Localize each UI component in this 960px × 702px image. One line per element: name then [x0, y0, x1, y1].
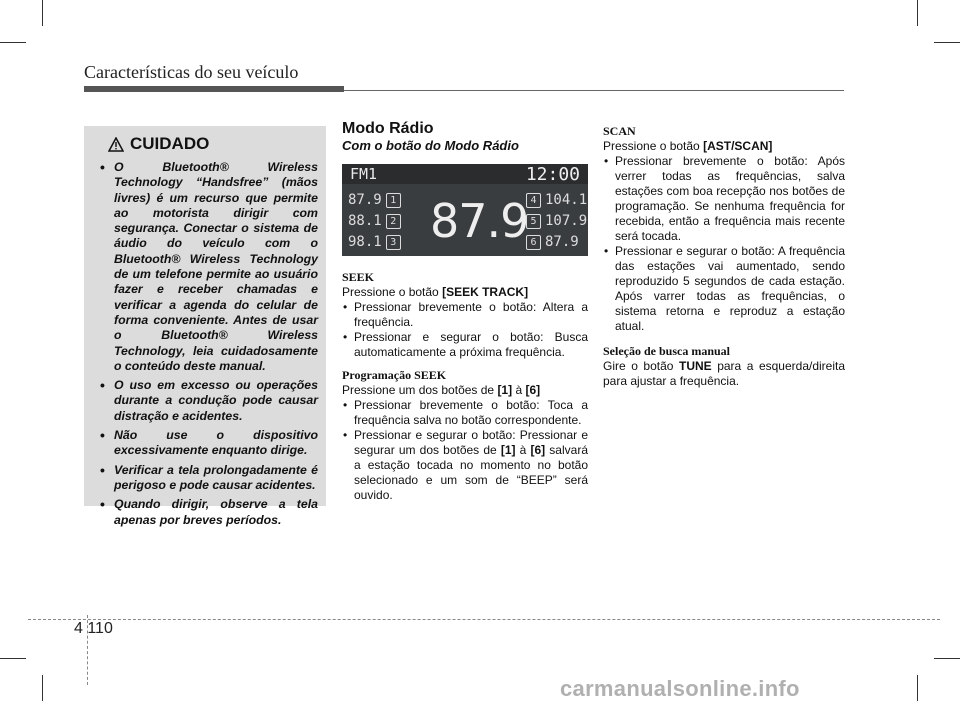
preset-number: 6: [526, 235, 541, 250]
caution-box: [84, 126, 326, 527]
manual-seek-text: [603, 359, 845, 389]
seek-intro-text: Pressione o botão: [342, 285, 443, 299]
crop-mark: [0, 42, 26, 43]
seek-item: • Pressionar e segurar o botão: Busca automaticamente a próxima frequência.: [342, 330, 588, 360]
manual-seek-text-a: Gire o botão: [603, 359, 679, 373]
right-column: [603, 124, 845, 389]
crop-mark: [917, 675, 918, 701]
crop-mark: [42, 0, 43, 26]
scan-item: • Pressionar brevemente o botão: Após verrer todas as frequências, salva estações com boa recepção nos botões de programação. Se nenhuma frequência for recebida, então a frequência mais recente será tocada.: [603, 154, 845, 244]
caution-list: [94, 160, 318, 528]
preset-item: [526, 192, 587, 208]
crop-mark: [0, 658, 26, 659]
preset-seek-heading: Programação SEEK: [342, 368, 447, 382]
seek-item: • Pressionar brevemente o botão: Altera a frequência.: [342, 300, 588, 330]
section-subtitle: Com o botão do Modo Rádio: [342, 138, 519, 153]
tune-button-label: TUNE: [678, 359, 712, 373]
preset-frequency: 104.1: [545, 192, 588, 208]
preset-number: 5: [526, 214, 541, 229]
caution-item: • Quando dirigir, observe a tela apenas por breves períodos.: [94, 497, 318, 528]
caution-header: [108, 134, 318, 154]
caution-item: • O uso em excesso ou operações durante a condução pode causar distração e acidentes.: [94, 378, 318, 424]
section-title: Modo Rádio: [342, 120, 434, 137]
scan-intro: [603, 139, 845, 154]
middle-column: [342, 120, 588, 503]
preset-item: [348, 213, 401, 229]
seek-list: [342, 300, 588, 360]
scan-heading: SCAN: [603, 124, 636, 138]
caution-item: • Verificar a tela prolongadamente é perigoso e pode causar acidentes.: [94, 463, 318, 494]
crop-mark: [934, 658, 960, 659]
manual-seek-text-b: para a esquerda/direita para ajustar a frequência.: [603, 359, 846, 388]
preset-seek-item-mid: à: [515, 443, 531, 457]
manual-seek-heading: Seleção de busca manual: [603, 344, 731, 358]
seek-track-button-label: [SEEK TRACK]: [442, 285, 529, 299]
page-header-title: Características do seu veículo: [84, 62, 299, 82]
scan-item: • Pressionar e segurar o botão: A frequência das estações vai aumentado, sendo reproduzido 5 segundos de cada estação. Após varrer todas as frequências, o sistema retorna e reproduz a estação atual.: [603, 244, 845, 334]
header-rule: [344, 90, 844, 91]
preset-frequency: 87.9: [545, 234, 579, 250]
preset-number: 3: [386, 235, 401, 250]
preset-seek-intro-text: Pressione um dos botões de: [342, 383, 498, 397]
preset-seek-list: [342, 398, 588, 503]
preset-button-1-label: [1]: [500, 443, 516, 457]
band-label: FM1: [350, 165, 378, 183]
footer-rule: [28, 619, 940, 620]
ast-scan-button-label: [AST/SCAN]: [703, 139, 773, 153]
radio-display-image: [342, 164, 588, 256]
header-bar: [84, 86, 344, 92]
preset-item: [526, 234, 579, 250]
scan-list: [603, 154, 845, 334]
preset-item: [348, 192, 401, 208]
scan-intro-text: Pressione o botão: [603, 139, 704, 153]
preset-seek-mid: à: [512, 383, 526, 397]
caution-item: • O Bluetooth® Wireless Technology “Handsfree” (mãos livres) é um recurso que permite ao motorista dirigir com segurança. Conectar o sistema de áudio do veículo com o Bluetooth® Wireless Technology de um telefone permite ao usuário fazer e receber chamadas e verificar a agenda do celular de forma conveniente. Antes de usar o Bluetooth® Wireless Technology, leia cuidadosamente o conteúdo deste manual.: [94, 160, 318, 374]
preset-seek-item-text: Pressionar e segurar o botão: Pressionar e segurar um dos botões de: [354, 428, 588, 457]
preset-seek-item-tail: salvará a estação tocada no momento no botão selecionado e um som de “BEEP” será ouvido.: [354, 443, 588, 502]
preset-seek-item: [342, 428, 588, 503]
crop-mark: [42, 675, 43, 701]
warning-icon: [108, 137, 124, 152]
preset-button-6-label: [6]: [530, 443, 546, 457]
preset-frequency: 107.9: [545, 213, 588, 229]
caution-title: CUIDADO: [130, 134, 210, 153]
seek-intro: [342, 285, 588, 300]
preset-button-6-label: [6]: [525, 383, 541, 397]
page-number: 4 110: [74, 620, 113, 637]
preset-number: 2: [386, 214, 401, 229]
seek-heading: SEEK: [342, 270, 375, 284]
frequency-readout: 87.9: [430, 194, 529, 248]
caution-item: • Não use o dispositivo excessivamente enquanto dirige.: [94, 428, 318, 459]
preset-number: 1: [386, 193, 401, 208]
clock-readout: 12:00: [525, 164, 580, 185]
preset-frequency: 87.9: [348, 192, 382, 208]
preset-button-1-label: [1]: [497, 383, 513, 397]
preset-frequency: 98.1: [348, 234, 382, 250]
crop-mark: [917, 0, 918, 26]
preset-item: [348, 234, 401, 250]
crop-mark: [934, 42, 960, 43]
preset-number: 4: [526, 193, 541, 208]
preset-item: [526, 213, 587, 229]
preset-seek-item: • Pressionar brevemente o botão: Toca a frequência salva no botão correspondente.: [342, 398, 588, 428]
preset-seek-intro: [342, 383, 588, 398]
preset-frequency: 88.1: [348, 213, 382, 229]
watermark: carmanualsonline.info: [560, 676, 800, 701]
